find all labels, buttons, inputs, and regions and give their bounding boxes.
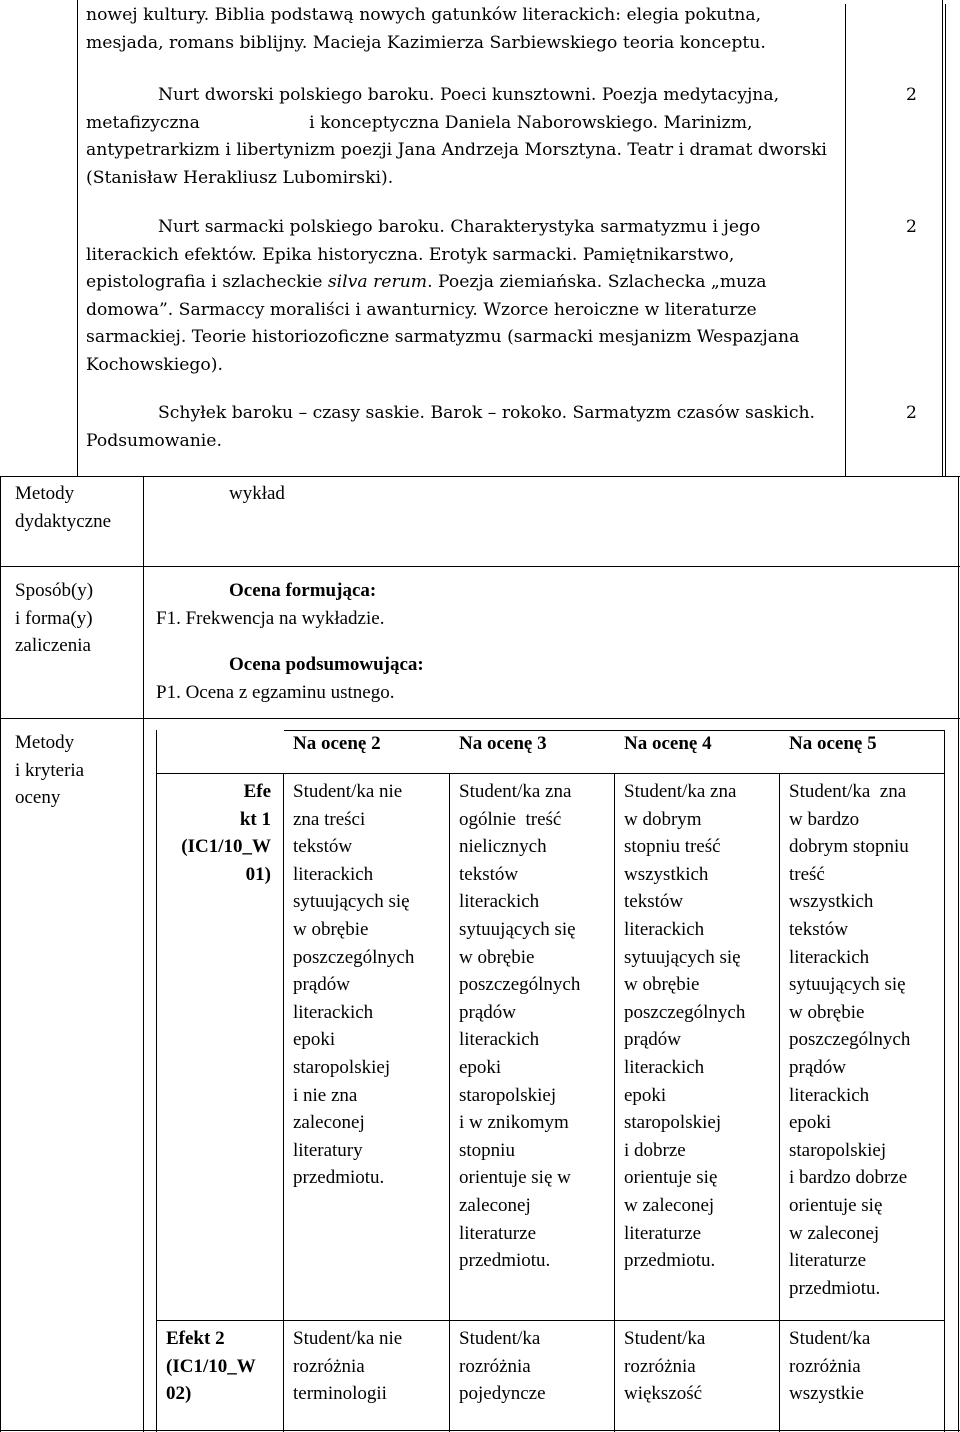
cell-line: w obrębie [293,918,369,940]
cell-line: w zaleconej [789,1222,880,1244]
cell-line: poszczególnych [293,946,415,968]
label-line: Metody [15,732,75,753]
cell-line: epoki [293,1029,336,1051]
effect-2-grade-3 [459,1325,546,1408]
cell-line: większość [624,1383,703,1405]
border [779,773,780,1432]
effect-1-grade-4 [624,778,745,1275]
cell-line: zaleconej [293,1112,365,1134]
cell-line: literackich [293,863,374,885]
cell-line: staropolskiej [459,1084,557,1106]
cell-line: Student/ka nie [293,781,403,802]
cell-line: staropolskiej [293,1056,391,1078]
cell-line: literackich [624,918,705,940]
topic-line: Podsumowanie. [86,430,222,451]
cell-line: ogólnie treść [459,808,562,830]
cell-line: literackich [789,1084,870,1106]
metody-dydaktyczne-value: wykład [229,483,285,504]
intro-text [86,2,766,57]
topic-line: metafizyczna i konceptyczna Daniela Naborowskiego. Marinizm, [86,112,753,133]
topic-line: Schyłek baroku – czasy saskie. Barok – rokoko. Sarmatyzm czasów saskich. [158,403,815,423]
italic-term: silva rerum [327,272,428,292]
cell-line: kt 1 [239,808,271,830]
effect-2-grade-4 [624,1325,705,1408]
cell-line: rozróżnia [624,1355,696,1377]
cell-line: sytuujących się [459,918,576,940]
cell-line: 01) [245,863,271,885]
border [156,773,945,774]
cell-line: w dobrym [624,808,702,830]
topic-3-hours: 2 [906,403,917,423]
header-grade-2: Na ocenę 2 [293,733,381,754]
summative-item: P1. Ocena z egzaminu ustnego. [156,682,395,703]
label-line: oceny [15,787,61,809]
cell-line: stopniu treść [624,836,721,858]
summative-heading: Ocena podsumowująca: [229,654,424,675]
cell-line: epoki [624,1084,667,1106]
border [614,773,615,1432]
cell-line: poszczególnych [459,974,581,996]
cell-line: orientuje się [624,1167,718,1189]
cell-line: poszczególnych [789,1029,911,1051]
cell-line: epoki [789,1112,832,1134]
label-line: dydaktyczne [15,510,112,532]
cell-line: literaturze [624,1222,702,1244]
cell-line: terminologii [293,1383,387,1405]
topic-line: (Stanisław Herakliusz Lubomirski). [86,167,394,188]
cell-line: Efe [243,781,271,802]
cell-line: sytuujących się [624,946,741,968]
effect-2-label [166,1325,256,1408]
cell-line: i w znikomym [459,1112,569,1134]
cell-line: w obrębie [789,1001,865,1023]
border [0,476,1,1432]
cell-line: pojedyncze [459,1383,546,1405]
cell-line: poszczególnych [624,1001,746,1023]
cell-line: przedmiotu. [293,1167,385,1189]
topic-line: sarmackiej. Teorie historiozoficzne sarmatyzmu (sarmacki mesjanizm Wespazjana [86,327,800,347]
cell-line: w zaleconej [624,1194,715,1216]
cell-line: dobrym stopniu [789,836,909,858]
effect-1-grade-3 [459,778,580,1275]
cell-line: i nie zna [293,1084,358,1106]
label-line: i forma(y) [15,607,93,629]
cell-line: Student/ka [624,1328,706,1349]
cell-line: przedmiotu. [624,1250,716,1272]
label-line: Metody [15,483,75,504]
intro-line: mesjada, romans biblijny. Macieja Kazimierza Sarbiewskiego teoria konceptu. [86,32,766,53]
border [942,0,943,476]
topic-3 [86,400,815,455]
cell-line: zaleconej [459,1194,531,1216]
border [449,773,450,1432]
border [283,773,284,1432]
cell-line: 02) [166,1383,192,1405]
formative-heading: Ocena formująca: [229,580,377,601]
cell-line: nielicznych [459,836,547,858]
cell-line: literatury [293,1139,363,1161]
cell-line: (IC1/10_W [166,1355,256,1377]
cell-line: tekstów [459,863,519,885]
cell-line: treść [789,863,825,885]
cell-line: stopniu [459,1139,515,1161]
cell-line: tekstów [293,836,353,858]
effect-1-label [160,778,271,888]
border [0,718,960,719]
cell-line: prądów [459,1001,516,1023]
cell-line: literackich [293,1001,374,1023]
border [156,1320,945,1321]
cell-line: rozróżnia [293,1355,365,1377]
header-grade-4: Na ocenę 4 [624,733,712,754]
sposob-zaliczenia-label [15,577,93,660]
border [944,730,945,1432]
label-line: Sposób(y) [15,580,94,601]
cell-line: i dobrze [624,1139,686,1161]
effect-2-grade-5 [789,1325,870,1408]
cell-line: prądów [293,974,350,996]
cell-line: prądów [624,1029,681,1051]
cell-line: literackich [459,891,540,913]
kryteria-oceny-label [15,729,84,812]
topic-2-hours: 2 [906,217,917,237]
cell-line: tekstów [624,891,684,913]
border [77,0,78,476]
border [156,730,157,1432]
border [0,1430,960,1431]
topic-line: Nurt sarmacki polskiego baroku. Charakterystyka sarmatyzmu i jego [158,217,761,237]
cell-line: wszystkich [789,891,874,913]
border [0,476,960,477]
cell-line: wszystkich [624,863,709,885]
cell-line: literaturze [789,1250,867,1272]
cell-line: Student/ka nie [293,1328,403,1349]
topic-line: Kochowskiego). [86,354,223,375]
effect-1-grade-5 [789,778,910,1302]
cell-line: Student/ka [459,1328,541,1349]
cell-line: (IC1/10_W [181,836,271,858]
border [958,476,959,1432]
cell-line: tekstów [789,918,849,940]
header-grade-3: Na ocenę 3 [459,733,547,754]
effect-2-grade-2 [293,1325,402,1408]
border [0,566,960,567]
cell-line: przedmiotu. [789,1277,881,1299]
header-grade-5: Na ocenę 5 [789,733,877,754]
cell-line: prądów [789,1056,846,1078]
cell-line: rozróżnia [789,1355,861,1377]
cell-line: staropolskiej [624,1112,722,1134]
border [845,4,846,477]
formative-item: F1. Frekwencja na wykładzie. [156,608,385,629]
cell-line: literackich [459,1029,540,1051]
cell-line: zna treści [293,808,366,830]
cell-line: Student/ka zna [624,781,737,802]
topic-1 [86,82,827,192]
cell-line: sytuujących się [789,974,906,996]
cell-line: orientuje się w [459,1167,571,1189]
topic-1-hours: 2 [906,85,917,105]
intro-line: nowej kultury. Biblia podstawą nowych gatunków literackich: elegia pokutna, [86,5,762,25]
label-line: i kryteria [15,759,85,781]
border [143,476,144,1432]
cell-line: wszystkie [789,1383,864,1405]
cell-line: przedmiotu. [459,1250,551,1272]
cell-line: Student/ka zna [789,781,907,802]
topic-line: literackich efektów. Epika historyczna. Erotyk sarmacki. Pamiętnikarstwo, [86,244,735,265]
cell-line: w obrębie [459,946,535,968]
cell-line: literackich [624,1056,705,1078]
cell-line: Student/ka [789,1328,871,1349]
effect-1-grade-2 [293,778,414,1192]
topic-line: domowa”. Sarmaccy moraliści i awanturnicy. Wzorce heroiczne w literaturze [86,299,757,320]
cell-line: w obrębie [624,974,700,996]
cell-line: sytuujących się [293,891,410,913]
cell-line: literackich [789,946,870,968]
topic-line: epistolografia i szlacheckie silva rerum. Poezja ziemiańska. Szlachecka „muza [86,272,767,292]
border [945,4,946,477]
metody-dydaktyczne-label [15,480,111,535]
cell-line: i bardzo dobrze [789,1167,908,1189]
topic-2 [86,214,799,379]
cell-line: literaturze [459,1222,537,1244]
cell-line: orientuje się [789,1194,883,1216]
cell-line: epoki [459,1056,502,1078]
topic-line: antypetrarkizm i libertynizm poezji Jana Andrzeja Morsztyna. Teatr i dramat dworski [86,140,827,160]
label-line: zaliczenia [15,635,91,657]
cell-line: w bardzo [789,808,860,830]
cell-line: staropolskiej [789,1139,887,1161]
cell-line: rozróżnia [459,1355,531,1377]
topic-line: Nurt dworski polskiego baroku. Poeci kunsztowni. Poezja medytacyjna, [158,85,780,105]
cell-line: Efekt 2 [166,1328,225,1349]
cell-line: Student/ka zna [459,781,572,802]
